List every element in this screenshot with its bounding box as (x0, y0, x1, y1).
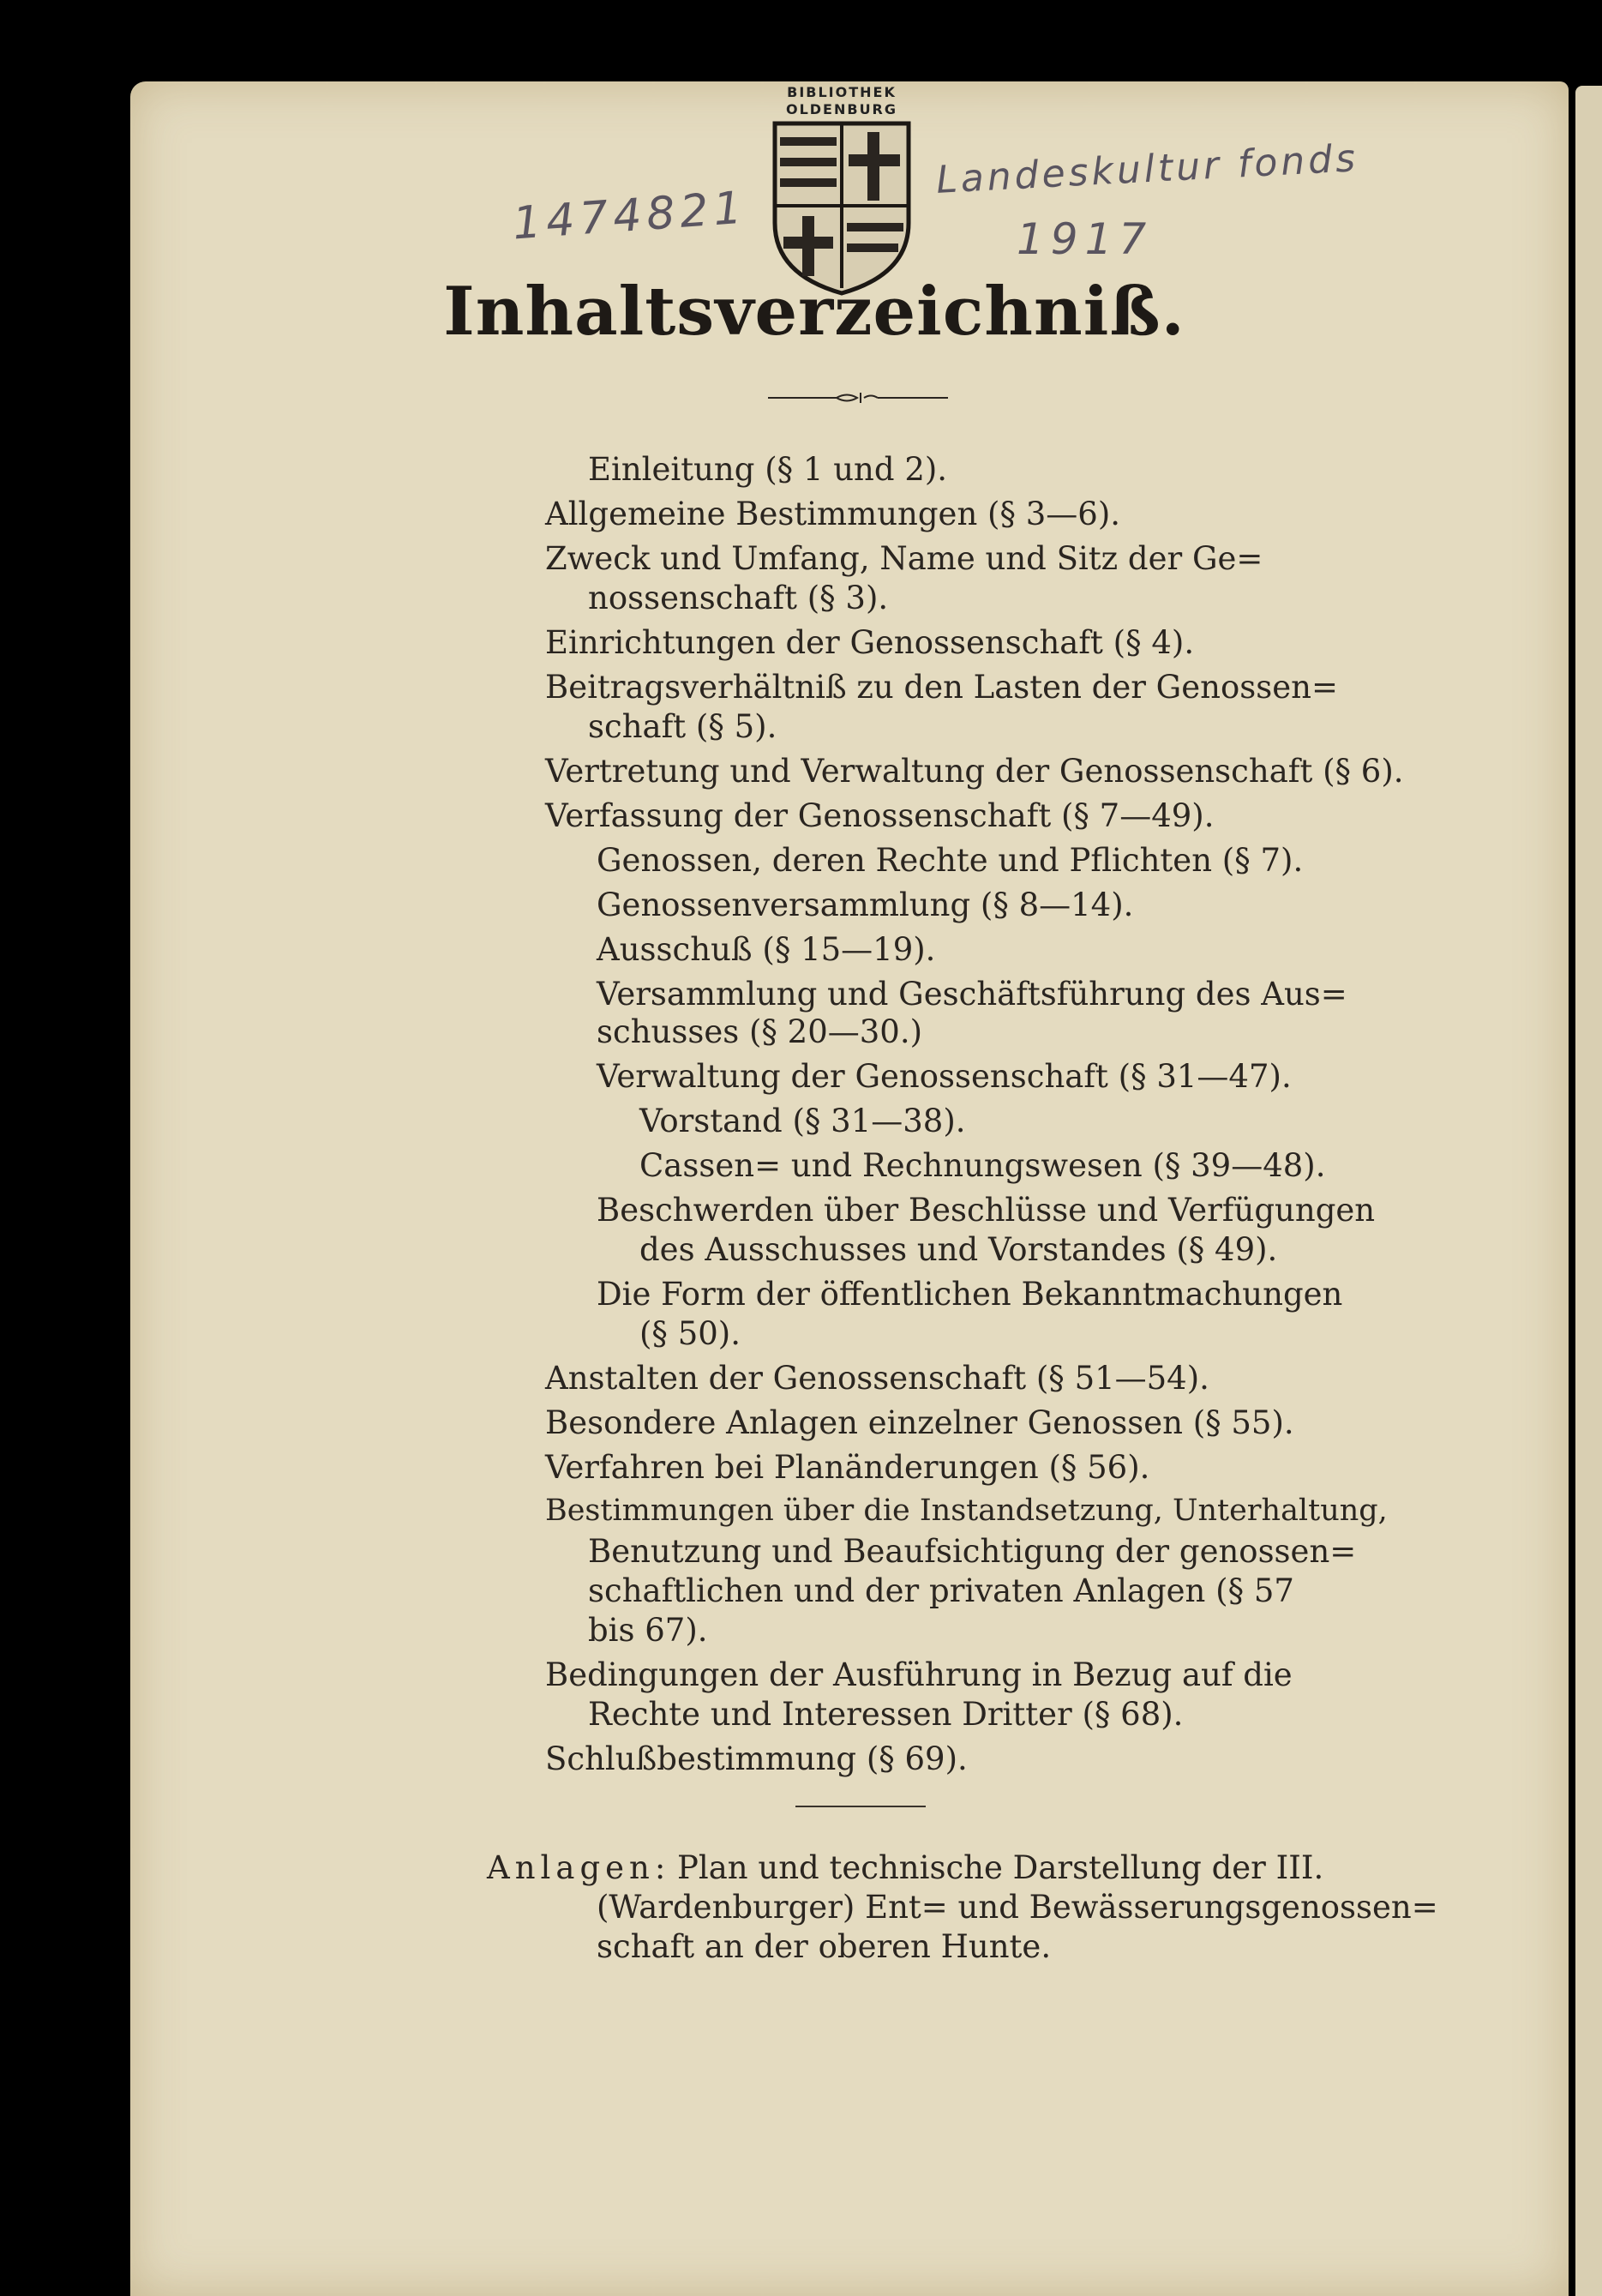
toc-entry-line: Benutzung und Beaufsichtigung der genossen= (588, 1533, 1357, 1570)
annex-line: (Wardenburger) Ent= und Bewässerungsgenossen= (597, 1889, 1438, 1926)
toc-entry-line: Zweck und Umfang, Name und Sitz der Ge= (545, 540, 1263, 577)
section-divider (795, 1806, 926, 1807)
toc-entry-line: Verfahren bei Planänderungen (§ 56). (545, 1449, 1150, 1486)
toc-entry-line: Beschwerden über Beschlüsse und Verfügungen (597, 1192, 1376, 1229)
title-ornament (768, 392, 948, 404)
annex-label: Anlagen: (487, 1849, 671, 1886)
annex-line: schaft an der oberen Hunte. (597, 1928, 1052, 1965)
toc-entry-line: schusses (§ 20—30.) (597, 1013, 923, 1050)
toc-intro: Einleitung (§ 1 und 2). (588, 451, 948, 488)
toc-entry-line: Beitragsverhältniß zu den Lasten der Genossen= (545, 669, 1338, 706)
handwritten-year: 1917 (1017, 214, 1154, 264)
stamp-text-line2: OLDENBURG (785, 101, 898, 117)
toc-entry-line: Vertretung und Verwaltung der Genossenschaft (§ 6). (545, 753, 1404, 790)
toc-entry-line: bis 67). (588, 1612, 708, 1649)
toc-entry-line: Bestimmungen über die Instandsetzung, Unterhaltung, (545, 1494, 1388, 1528)
toc-entry-line: Genossenversammlung (§ 8—14). (597, 887, 1134, 923)
toc-entry-line: Rechte und Interessen Dritter (§ 68). (588, 1696, 1184, 1733)
annex-line: Plan und technische Darstellung der III. (677, 1849, 1324, 1886)
toc-entry-line: Die Form der öffentlichen Bekanntmachungen (597, 1276, 1343, 1313)
toc-entry-line: Schlußbestimmung (§ 69). (545, 1740, 968, 1777)
toc-entry-line: schaftlichen und der privaten Anlagen (§ 57 (588, 1572, 1294, 1609)
toc-entry-line: Verfassung der Genossenschaft (§ 7—49). (545, 797, 1215, 834)
toc-entry-line: Cassen= und Rechnungswesen (§ 39—48). (639, 1147, 1326, 1184)
toc-entry-line: Versammlung und Geschäftsführung des Aus= (597, 976, 1347, 1013)
library-stamp (766, 84, 917, 298)
handwritten-note: Landeskultur fonds (935, 136, 1360, 202)
toc-entry-line: Ausschuß (§ 15—19). (597, 931, 936, 968)
toc-entry-line: Genossen, deren Rechte und Pflichten (§ 7). (597, 842, 1304, 879)
toc-entry-line: nossenschaft (§ 3). (588, 580, 889, 616)
toc-entry-line: des Ausschusses und Vorstandes (§ 49). (639, 1231, 1278, 1268)
toc-entry-line: Besondere Anlagen einzelner Genossen (§ 55). (545, 1404, 1294, 1441)
coat-of-arms-icon (770, 120, 914, 297)
next-page-edge (1575, 86, 1602, 2296)
toc-entry-line: Anstalten der Genossenschaft (§ 51—54). (545, 1360, 1209, 1397)
toc-entry-line: Vorstand (§ 31—38). (639, 1103, 966, 1139)
handwritten-catalog-number: 1474821 (511, 182, 749, 250)
toc-entry-line: schaft (§ 5). (588, 708, 777, 745)
page-title: Inhaltsverzeichniß. (443, 273, 1185, 351)
stamp-text-line1: BIBLIOTHEK (787, 84, 897, 100)
toc-entry-line: (§ 50). (639, 1315, 741, 1352)
toc-entry-line: Einrichtungen der Genossenschaft (§ 4). (545, 624, 1195, 661)
toc-entry-line: Allgemeine Bestimmungen (§ 3—6). (545, 496, 1121, 532)
toc-entry-line: Bedingungen der Ausführung in Bezug auf die (545, 1656, 1293, 1693)
toc-entry-line: Verwaltung der Genossenschaft (§ 31—47). (597, 1058, 1292, 1095)
